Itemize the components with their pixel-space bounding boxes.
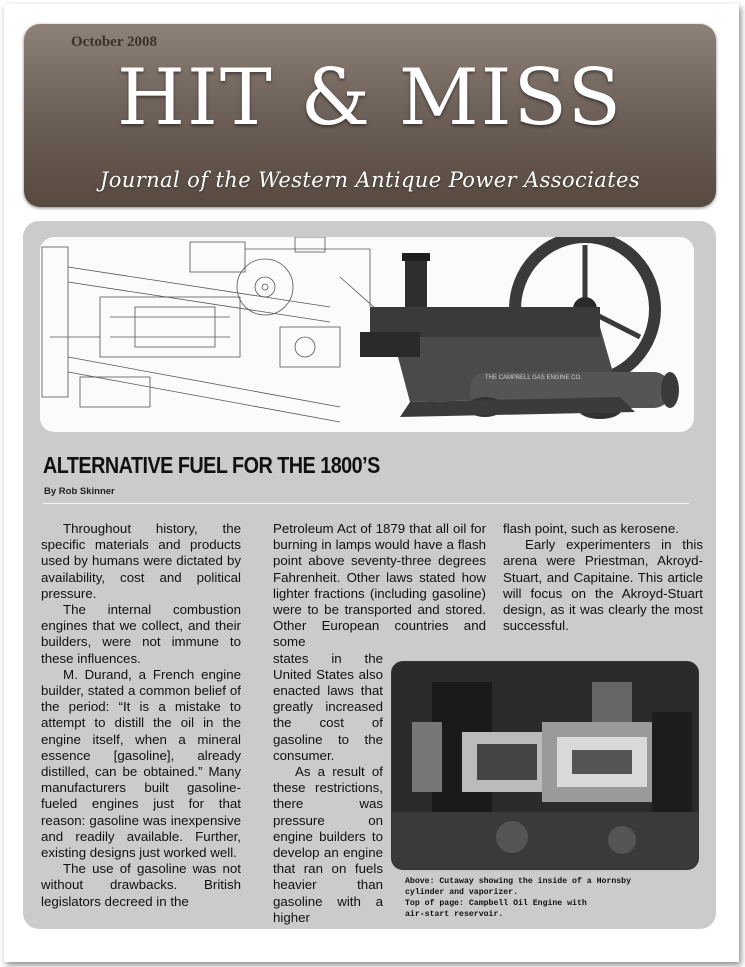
caption-line: Above: Cutaway showing the inside of a Hornsby xyxy=(405,877,632,886)
caption-line: cylinder and vaporizer. xyxy=(405,888,519,897)
engine-plate-text: THE CAMPBELL GAS ENGINE CO. xyxy=(485,375,582,381)
byline: By Rob Skinner xyxy=(44,486,115,497)
engine-photo xyxy=(40,237,694,432)
article-panel xyxy=(23,221,716,929)
photo-caption xyxy=(405,876,695,920)
paragraph: As a result of these restrictions, there was pressure on engine builders to develop an engine that ran on fuels heavier than gasoline with a higher xyxy=(273,764,383,925)
paragraph: states in the United States also enacted laws that greatly increased the cost of gasoline to the consumer. xyxy=(273,650,383,763)
article-headline: ALTERNATIVE FUEL FOR THE 1800’S xyxy=(43,452,380,478)
journal-subtitle: Journal of the Western Antique Power Associates xyxy=(99,168,641,192)
engine-illustration xyxy=(40,237,694,432)
issue-date: October 2008 xyxy=(71,34,157,50)
paragraph: M. Durand, a French engine builder, stated a common belief of the period: “It is a mistake to attempt to distill the oil in the engine itself, when a mineral essence [gasoline], already distilled, can be obtained.” Many manufacturers built gasoline-fueled engines just for that reason: gasoline was inexpensive and readily available. Further, existing designs just worked well. xyxy=(41,666,241,861)
paragraph: Throughout history, the specific materials and products used by humans were dictated by availability, cost and political pressure. xyxy=(41,521,241,601)
caption-line: Top of page: Campbell Oil Engine with xyxy=(405,899,587,908)
column-1 xyxy=(41,521,241,910)
paragraph: Petroleum Act of 1879 that all oil for burning in lamps would have a flash point above seventy-three degrees Fahrenheit. Other laws stated how lighter fractions (including gasoline) were to be transported and stored. Other European countries and some xyxy=(273,521,486,650)
cutaway-photo xyxy=(391,661,699,870)
column-3 xyxy=(503,521,703,634)
paragraph: flash point, such as kerosene. xyxy=(503,521,679,536)
cutaway-illustration xyxy=(392,662,698,869)
masthead xyxy=(24,24,716,207)
paragraph: Early experimenters in this arena were Priestman, Akroyd-Stuart, and Capitaine. This article will focus on the Akroyd-Stuart design, as it was clearly the most successful. xyxy=(503,537,703,634)
divider xyxy=(43,503,689,504)
paragraph: The use of gasoline was not without drawbacks. British legislators decreed in the xyxy=(41,861,241,909)
paragraph: The internal combustion engines that we collect, and their builders, were not immune to these influences. xyxy=(41,602,241,666)
caption-line: air-start reservoir. xyxy=(405,910,504,919)
journal-title: HIT & MISS xyxy=(116,53,624,143)
